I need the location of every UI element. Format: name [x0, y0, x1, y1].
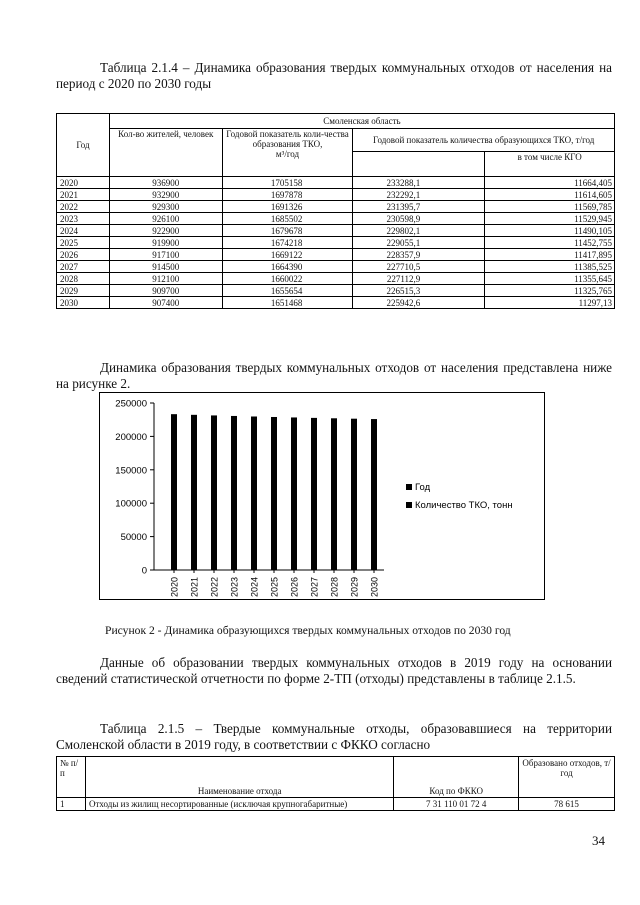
table-row — [57, 261, 615, 273]
table-cell: 936900 — [109, 177, 222, 189]
bar-tko — [211, 415, 217, 570]
legend-label: Количество ТКО, тонн — [415, 500, 513, 511]
x-tick-label: 2030 — [369, 576, 380, 597]
table-row — [57, 201, 615, 213]
y-tick-label: 250000 — [115, 398, 147, 410]
table-cell: 11297,13 — [485, 297, 615, 309]
bar-tko — [371, 419, 377, 570]
header-region: Смоленская область — [109, 114, 614, 129]
table-cell: 226515,3 — [353, 285, 485, 297]
data-2019-text: Данные об образовании твердых коммунальных отходов в 2019 году на основании сведений статистической отчетности по форме 2-ТП (отходы) представлены в таблице 2.1.5. — [56, 655, 612, 686]
header-name: Наименование отхода — [85, 757, 393, 798]
x-tick-label: 2021 — [189, 576, 200, 597]
table-cell: 1679678 — [222, 225, 353, 237]
header-kgo: в том числе КГО — [485, 152, 615, 177]
table-cell: 2026 — [57, 249, 110, 261]
x-tick-label: 2028 — [329, 576, 340, 597]
table-cell: 1660022 — [222, 273, 353, 285]
chart-frame — [100, 393, 545, 600]
table-cell: 11529,945 — [485, 213, 615, 225]
figure-caption: Рисунок 2 - Динамика образующихся твердых коммунальных отходов по 2030 год — [105, 624, 511, 637]
table-cell: 231395,7 — [353, 201, 485, 213]
table-cell: 2025 — [57, 237, 110, 249]
table-row — [57, 249, 615, 261]
x-tick-label: 2029 — [349, 576, 360, 597]
table-cell: 225942,6 — [353, 297, 485, 309]
table-cell: 78 615 — [519, 798, 615, 811]
table-cell: 929300 — [109, 201, 222, 213]
x-tick-label: 2022 — [209, 576, 220, 597]
table-cell: 233288,1 — [353, 177, 485, 189]
table-cell: 1691326 — [222, 201, 353, 213]
table-cell: 1697878 — [222, 189, 353, 201]
table-2-title: Таблица 2.1.5 – Твердые коммунальные отходы, образовавшиеся на территории Смоленской области в 2019 году, в соответствии с ФККО согласно — [56, 721, 612, 752]
bar-tko — [271, 417, 277, 570]
table-cell: 2027 — [57, 261, 110, 273]
bar-tko — [351, 419, 357, 570]
legend-marker — [406, 502, 412, 508]
table-cell: 227710,5 — [353, 261, 485, 273]
table-cell: 1651468 — [222, 297, 353, 309]
table-cell: 932900 — [109, 189, 222, 201]
table-cell: 232292,1 — [353, 189, 485, 201]
table-row — [57, 285, 615, 297]
x-tick-label: 2027 — [309, 576, 320, 597]
table-row — [57, 237, 615, 249]
table-cell: 1705158 — [222, 177, 353, 189]
waste-2019-table — [56, 756, 615, 811]
y-tick-label: 0 — [141, 565, 147, 577]
table-cell: 2028 — [57, 273, 110, 285]
table-cell: 2022 — [57, 201, 110, 213]
table-cell: 11325,765 — [485, 285, 615, 297]
table-cell: 1 — [57, 798, 86, 811]
table-cell: 1664390 — [222, 261, 353, 273]
y-tick-label: 50000 — [120, 532, 147, 544]
table-row — [57, 225, 615, 237]
table-cell: 230598,9 — [353, 213, 485, 225]
table-row — [57, 213, 615, 225]
tko-bar-chart — [99, 392, 545, 600]
table-cell: 922900 — [109, 225, 222, 237]
table-cell: 11385,525 — [485, 261, 615, 273]
table-cell: 11664,405 — [485, 177, 615, 189]
table-cell: 2020 — [57, 177, 110, 189]
bar-tko — [331, 418, 337, 570]
bar-tko — [251, 416, 257, 570]
table-cell: 229802,1 — [353, 225, 485, 237]
table-cell: 11614,605 — [485, 189, 615, 201]
table-cell: 227112,9 — [353, 273, 485, 285]
table-cell: 2021 — [57, 189, 110, 201]
table-cell: 229055,1 — [353, 237, 485, 249]
table-cell: 914500 — [109, 261, 222, 273]
bar-tko — [311, 418, 317, 570]
page-number: 34 — [592, 833, 605, 848]
x-tick-label: 2023 — [229, 576, 240, 597]
bar-tko — [291, 417, 297, 570]
header-residents: Кол-во жителей, человек — [109, 129, 222, 177]
x-tick-label: 2026 — [289, 576, 300, 597]
table-cell: Отходы из жилищ несортированные (исключая крупногабаритные) — [85, 798, 393, 811]
legend-marker — [406, 484, 412, 490]
table-row — [57, 798, 615, 811]
table-cell: 2029 — [57, 285, 110, 297]
table-cell: 926100 — [109, 213, 222, 225]
bar-tko — [231, 416, 237, 570]
table-row — [57, 177, 615, 189]
table-cell: 1655654 — [222, 285, 353, 297]
table-cell: 7 31 110 01 72 4 — [394, 798, 519, 811]
y-tick-label: 200000 — [115, 431, 147, 443]
table-cell: 11452,755 — [485, 237, 615, 249]
table-cell: 228357,9 — [353, 249, 485, 261]
table-cell: 907400 — [109, 297, 222, 309]
table-1-title: Таблица 2.1.4 – Динамика образования твердых коммунальных отходов от населения на период с 2020 по 2030 годы — [56, 60, 612, 91]
table-cell: 919900 — [109, 237, 222, 249]
y-tick-label: 100000 — [115, 498, 147, 510]
table-cell: 11569,785 — [485, 201, 615, 213]
header-quantity: Годовой показатель количества образующихся ТКО, т/год — [353, 129, 615, 152]
bar-tko — [191, 415, 197, 570]
table-row — [57, 189, 615, 201]
table-cell: 11355,645 — [485, 273, 615, 285]
x-tick-label: 2025 — [269, 576, 280, 597]
table-cell: 917100 — [109, 249, 222, 261]
x-tick-label: 2024 — [249, 576, 260, 597]
table-cell: 11417,895 — [485, 249, 615, 261]
table-cell: 2023 — [57, 213, 110, 225]
table-cell: 1685502 — [222, 213, 353, 225]
table-cell: 11490,105 — [485, 225, 615, 237]
bar-tko — [171, 414, 177, 570]
header-annual-volume: Годовой показатель коли-чества образования ТКО, м³/год — [222, 129, 353, 177]
header-code: Код по ФККО — [394, 757, 519, 798]
waste-forecast-table — [56, 113, 615, 309]
y-tick-label: 150000 — [115, 465, 147, 477]
table-cell: 1669122 — [222, 249, 353, 261]
table-cell: 1674218 — [222, 237, 353, 249]
table-row — [57, 297, 615, 309]
table-cell: 2024 — [57, 225, 110, 237]
table-cell: 912100 — [109, 273, 222, 285]
dynamics-text: Динамика образования твердых коммунальных отходов от населения представлена ниже на рисунке 2. — [56, 360, 612, 391]
table-cell: 909700 — [109, 285, 222, 297]
table-row — [57, 273, 615, 285]
table-cell: 2030 — [57, 297, 110, 309]
legend-label: Год — [415, 482, 431, 493]
header-year: Год — [57, 114, 110, 177]
header-number: № п/п — [57, 757, 86, 798]
header-amount: Образовано отходов, т/год — [519, 757, 615, 798]
x-tick-label: 2020 — [169, 576, 180, 597]
